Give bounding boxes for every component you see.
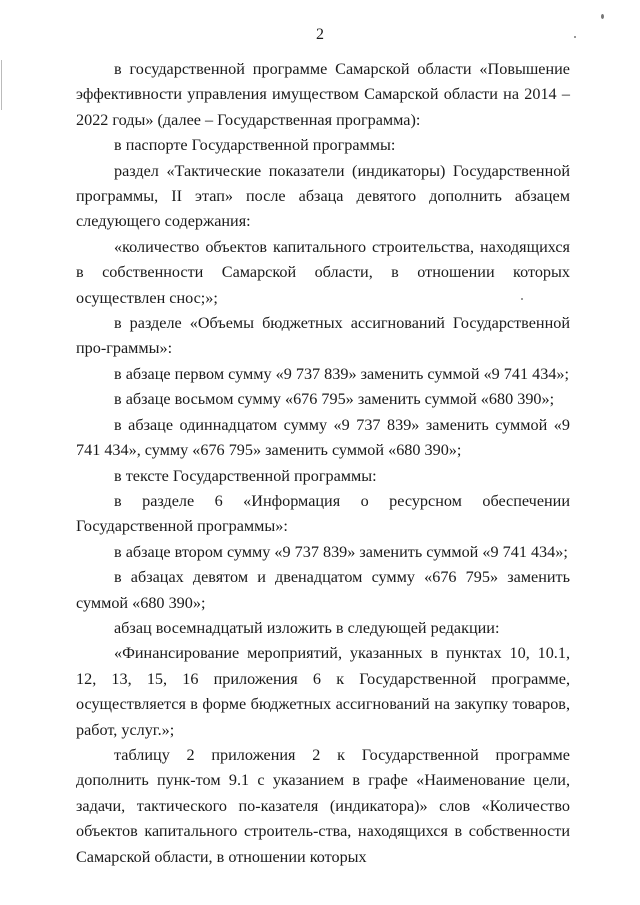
- paragraph: в тексте Государственной программы:: [114, 466, 377, 485]
- paragraph: в абзацах девятом и двенадцатом сумму «676 795» заменить суммой «680 390»;: [76, 568, 570, 612]
- paragraph: в паспорте Государственной программы:: [114, 136, 396, 155]
- paragraph: абзац восемнадцатый изложить в следующей редакции:: [114, 618, 500, 637]
- paragraph-quote: «Финансирование мероприятий, указанных в пунктах 10, 10.1, 12, 13, 15, 16 приложения 6 к Государственной программе, осуществляется в форме бюджетных ассигнований на закупку товаров, работ, услуг.»;: [76, 644, 570, 739]
- page-number: 2: [316, 26, 324, 43]
- paragraph: в абзаце восьмом сумму «676 795» заменить суммой «680 390»;: [114, 390, 555, 409]
- paragraph: раздел «Тактические показатели (индикаторы) Государственной программы, II этап» после абзаца девятого дополнить абзацем следующего содержания:: [76, 161, 570, 231]
- paragraph-quote: «количество объектов капитального строительства, находящихся в собственности Самарской области, в отношении которых осуществлен снос;»;: [76, 237, 570, 307]
- paragraph: в абзаце первом сумму «9 737 839» заменить суммой «9 741 434»;: [114, 364, 570, 383]
- paragraph: в абзаце одиннадцатом сумму «9 737 839» заменить суммой «9 741 434», сумму «676 795» заменить суммой «680 390»;: [76, 415, 570, 460]
- paragraph: в абзаце втором сумму «9 737 839» заменить суммой «9 741 434»;: [114, 542, 568, 561]
- document-body: [76, 57, 570, 870]
- paragraph: таблицу 2 приложения 2 к Государственной программе дополнить пунк-том 9.1 с указанием в графе «Наименование цели, задачи, тактического по-казателя (индикатора)» слов «Количество объектов капитального строитель-ства, находящихся в собственности Самарской области, в отношении которых: [76, 745, 570, 866]
- scan-speck: [601, 14, 604, 19]
- paragraph-intro: в государственной программе Самарской области «Повышение эффективности управления имуществом Самарской области на 2014 – 2022 годы» (далее – Государственная программа):: [76, 60, 570, 129]
- paragraph: в разделе 6 «Информация о ресурсном обеспечении Государственной программы»:: [76, 491, 570, 536]
- paragraph: в разделе «Объемы бюджетных ассигнований Государственной про-граммы»:: [76, 314, 570, 358]
- scan-edge-mark: [1, 60, 2, 110]
